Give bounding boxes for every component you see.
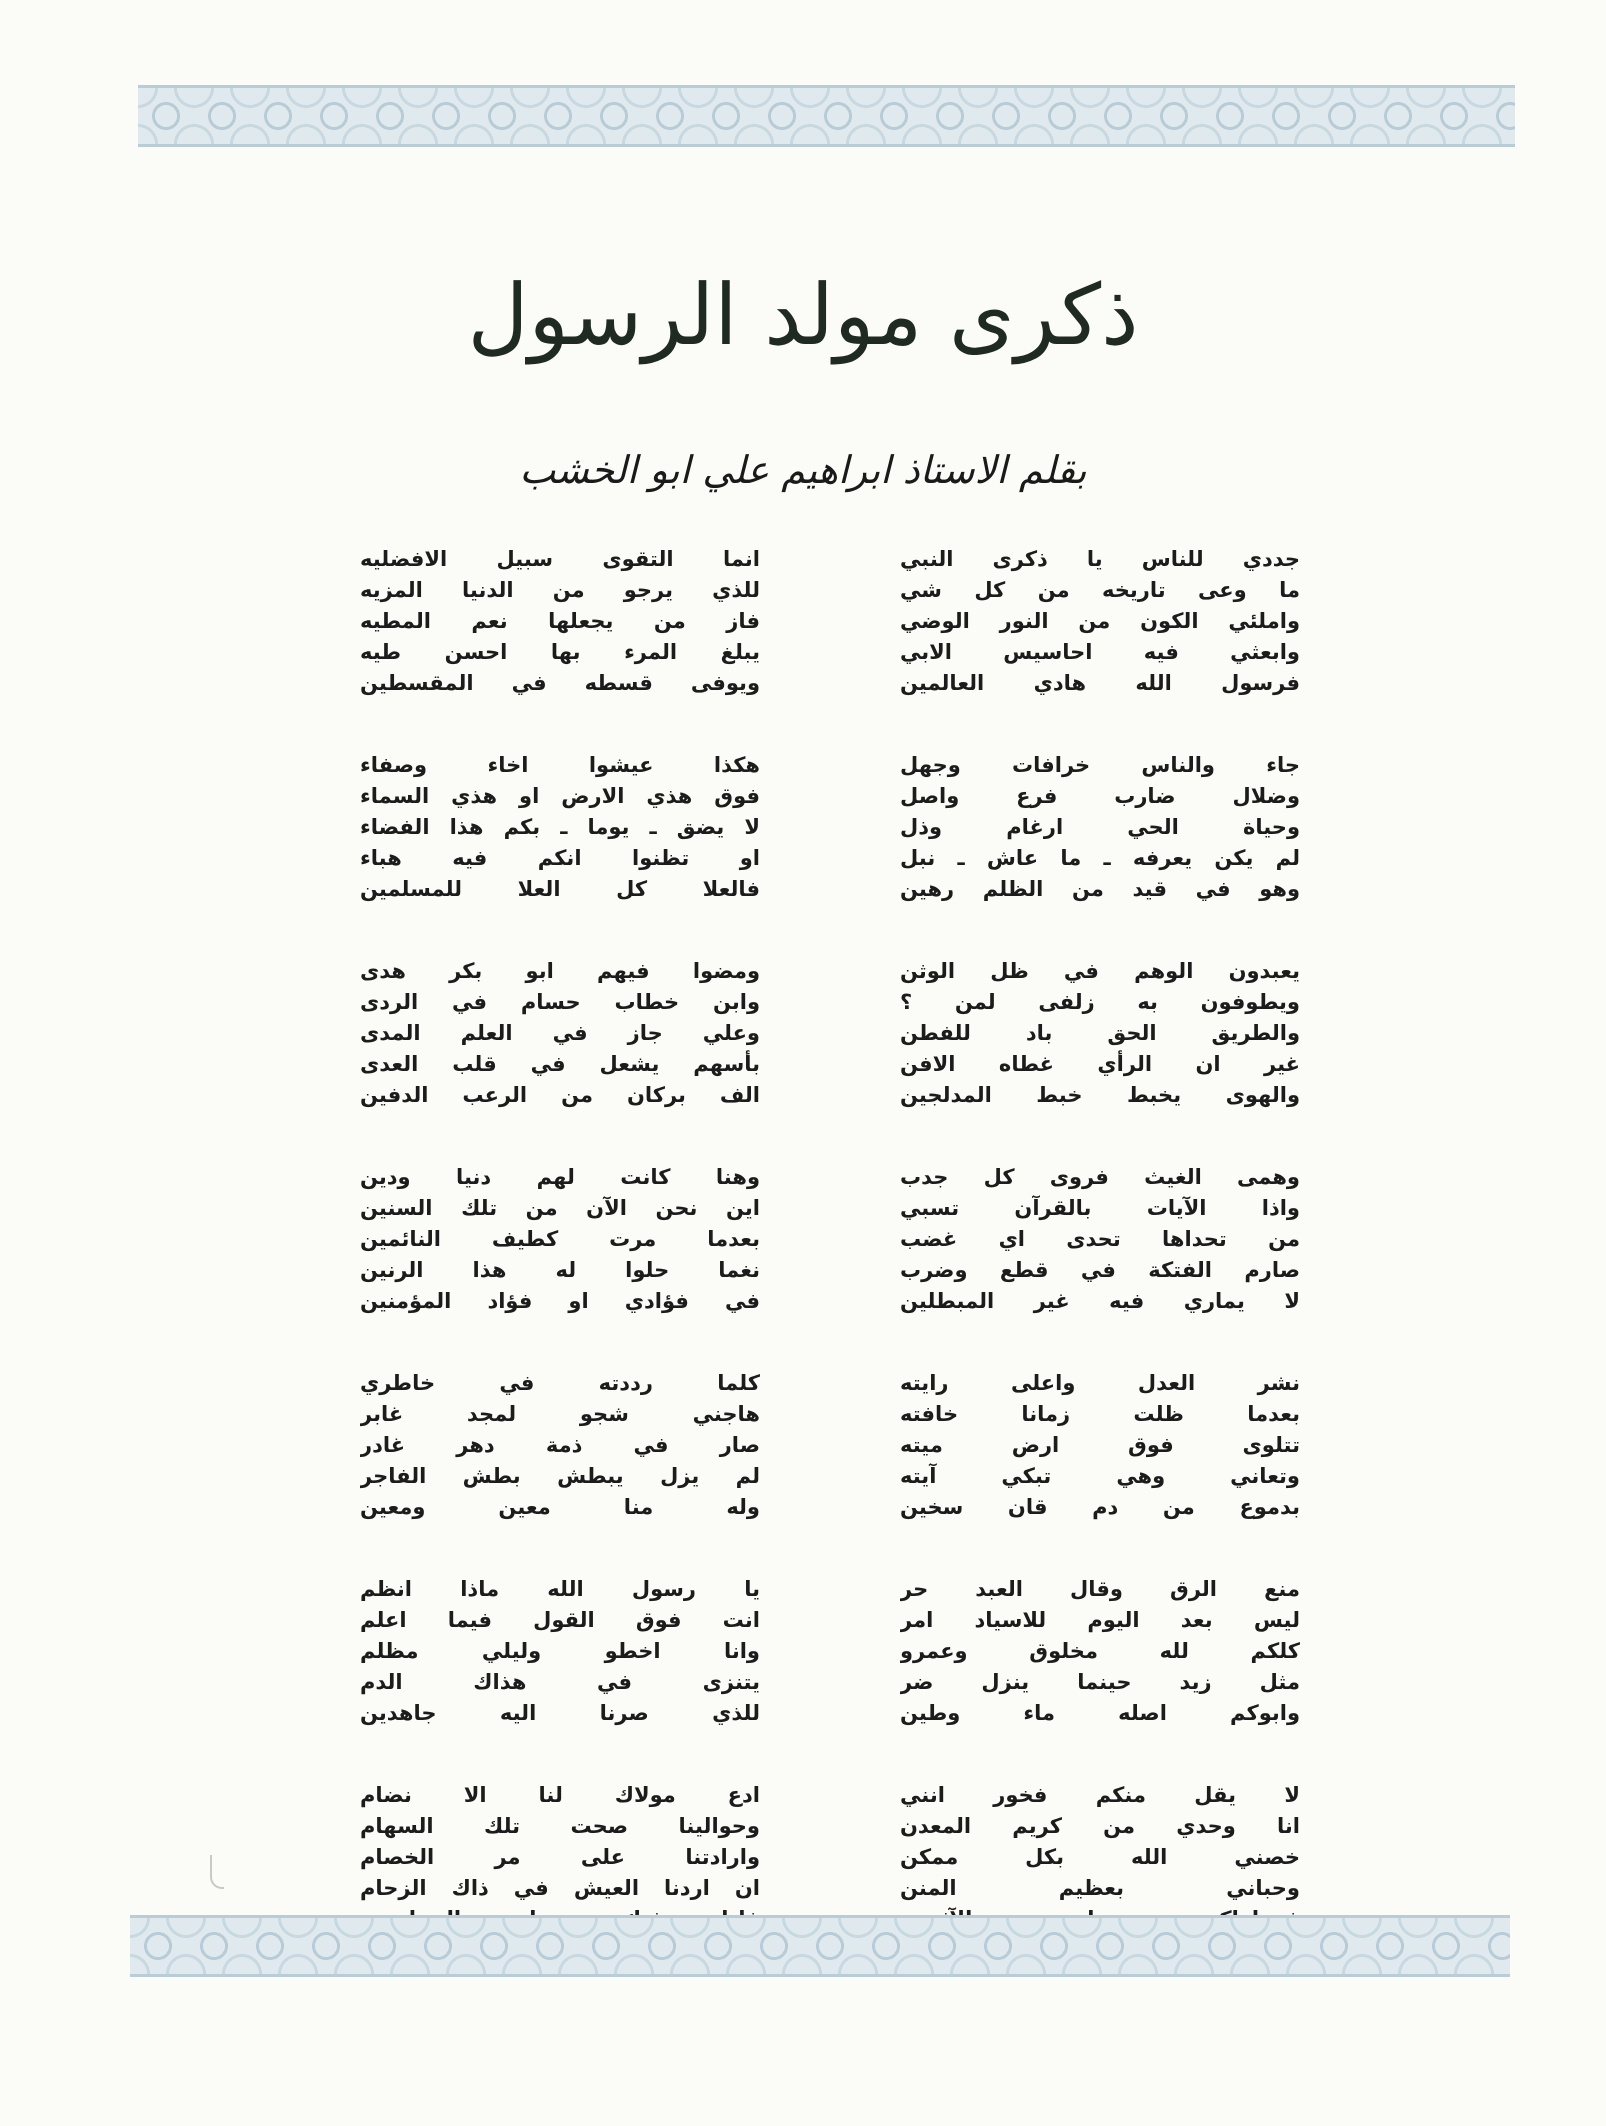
verse-line: والهوى يخبط خبط المدلجين [900, 1083, 1300, 1107]
verse-line: فوق هذي الارض او هذي السماء [360, 784, 760, 808]
stanza [360, 1368, 760, 1523]
stanza [360, 1574, 760, 1729]
verse-line: غير ان الرأي غطاه الافن [900, 1052, 1300, 1076]
verse-line: فاز من يجعلها نعم المطيه [360, 609, 760, 633]
stanza [900, 1574, 1300, 1729]
verse-line: وهو في قيد من الظلم رهين [900, 877, 1300, 901]
verse-line: يتنزى في هذاك الدم [360, 1670, 760, 1694]
verse-line: نغما حلوا له هذا الرنين [360, 1258, 760, 1282]
verse-line: ادع مولاك لنا الا نضام [360, 1783, 760, 1807]
stanza [900, 1368, 1300, 1523]
verse-line: وتعاني وهي تبكي آيته [900, 1464, 1300, 1488]
verse-line: هاجني شجو لمجد غابر [360, 1402, 760, 1426]
verse-line: لا يقل منكم فخور انني [900, 1783, 1300, 1807]
verse-line: واملئي الكون من النور الوضي [900, 609, 1300, 633]
verse-line: منع الرق وقال العبد حر [900, 1577, 1300, 1601]
verse-line: لم يزل يبطش بطش الفاجر [360, 1464, 760, 1488]
verse-line: وابوكم اصله ماء وطين [900, 1701, 1300, 1725]
verse-line: اين نحن الآن من تلك السنين [360, 1196, 760, 1220]
stanza [360, 956, 760, 1111]
stanza [360, 544, 760, 699]
verse-line: لا يماري فيه غير المبطلين [900, 1289, 1300, 1313]
verse-line: وحباني بعظيم المنن [900, 1876, 1300, 1900]
verse-line: كلما رددته في خاطري [360, 1371, 760, 1395]
verse-line: خصني الله بكل ممكن [900, 1845, 1300, 1869]
verse-line: انا وحدي من كريم المعدن [900, 1814, 1300, 1838]
verse-line: يعبدون الوهم في ظل الوثن [900, 959, 1300, 983]
verse-line: في فؤادي او فؤاد المؤمنين [360, 1289, 760, 1313]
verse-line: وحياة الحي ارغام وذل [900, 815, 1300, 839]
verse-line: انما التقوى سبيل الافضليه [360, 547, 760, 571]
verse-line: او تظنوا انكم فيه هباء [360, 846, 760, 870]
verse-line: نشر العدل واعلى رايته [900, 1371, 1300, 1395]
verse-line: وارادتنا على مر الخصام [360, 1845, 760, 1869]
verse-line: ما وعى تاريخه من كل شي [900, 578, 1300, 602]
stanza [900, 1780, 1300, 1935]
verse-line: ليس بعد اليوم للاسياد امر [900, 1608, 1300, 1632]
bottom-ornamental-border [130, 1915, 1510, 1977]
top-ornamental-border [138, 85, 1515, 147]
verse-line: وهنا كانت لهم دنيا ودين [360, 1165, 760, 1189]
verse-line: صارم الفتكة في قطع وضرب [900, 1258, 1300, 1282]
verse-line: واذا الآيات بالقرآن تسبي [900, 1196, 1300, 1220]
verse-line: جددي للناس يا ذكرى النبي [900, 547, 1300, 571]
poem-column-left [360, 544, 760, 1986]
verse-line: وضلال ضارب فرع واصل [900, 784, 1300, 808]
stanza [360, 750, 760, 905]
verse-line: وله منا معين ومعين [360, 1495, 760, 1519]
verse-line: فرسول الله هادي العالمين [900, 671, 1300, 695]
verse-line: الف بركان من الرعب الدفين [360, 1083, 760, 1107]
verse-line: وحوالينا صحت تلك السهام [360, 1814, 760, 1838]
page-title: ذكرى مولد الرسول [467, 266, 1139, 364]
verse-line: كلكم لله مخلوق وعمرو [900, 1639, 1300, 1663]
stanza [900, 750, 1300, 905]
verse-line: وهمى الغيث فروى كل جدب [900, 1165, 1300, 1189]
verse-line: انت فوق القول فيما اعلم [360, 1608, 760, 1632]
verse-line: هكذا عيشوا اخاء وصفاء [360, 753, 760, 777]
verse-line: يا رسول الله ماذا انظم [360, 1577, 760, 1601]
verse-line: ويوفى قسطه في المقسطين [360, 671, 760, 695]
verse-line: لم يكن يعرفه ـ ما عاش ـ نبل [900, 846, 1300, 870]
poem-column-right [900, 544, 1300, 1986]
margin-mark [210, 1855, 224, 1889]
stanza [360, 1780, 760, 1935]
verse-line: بأسهم يشعل في قلب العدى [360, 1052, 760, 1076]
verse-line: وعلي جاز في العلم المدى [360, 1021, 760, 1045]
verse-line: بعدما ظلت زمانا خافته [900, 1402, 1300, 1426]
verse-line: جاء والناس خرافات وجهل [900, 753, 1300, 777]
verse-line: وابن خطاب حسام في الردى [360, 990, 760, 1014]
poem-body [360, 544, 1300, 1900]
stanza [900, 544, 1300, 699]
verse-line: لا يضق ـ يوما ـ بكم هذا الفضاء [360, 815, 760, 839]
verse-line: مثل زيد حينما ينزل ضر [900, 1670, 1300, 1694]
verse-line: فالعلا كل العلا للمسلمين [360, 877, 760, 901]
verse-line: ويطوفون به زلفى لمن ؟ [900, 990, 1300, 1014]
verse-line: بعدما مرت كطيف النائمين [360, 1227, 760, 1251]
verse-line: وانا اخطو وليلي مظلم [360, 1639, 760, 1663]
verse-line: من تحداها تحدى اي غضب [900, 1227, 1300, 1251]
verse-line: للذي يرجو من الدنيا المزيه [360, 578, 760, 602]
verse-line: ان اردنا العيش في ذاك الزحام [360, 1876, 760, 1900]
verse-line: بدموع من دم قان سخين [900, 1495, 1300, 1519]
verse-line: يبلغ المرء بها احسن طيه [360, 640, 760, 664]
verse-line: صار في ذمة دهر غادر [360, 1433, 760, 1457]
author-byline: بقلم الاستاذ ابراهيم علي ابو الخشب [519, 448, 1087, 492]
verse-line: للذي صرنا اليه جاهدين [360, 1701, 760, 1725]
verse-line: تتلوى فوق ارض ميته [900, 1433, 1300, 1457]
stanza [360, 1162, 760, 1317]
stanza [900, 1162, 1300, 1317]
stanza [900, 956, 1300, 1111]
verse-line: والطريق الحق باد للفطن [900, 1021, 1300, 1045]
verse-line: وابعثي فيه احاسيس الابي [900, 640, 1300, 664]
verse-line: ومضوا فيهم ابو بكر هدى [360, 959, 760, 983]
